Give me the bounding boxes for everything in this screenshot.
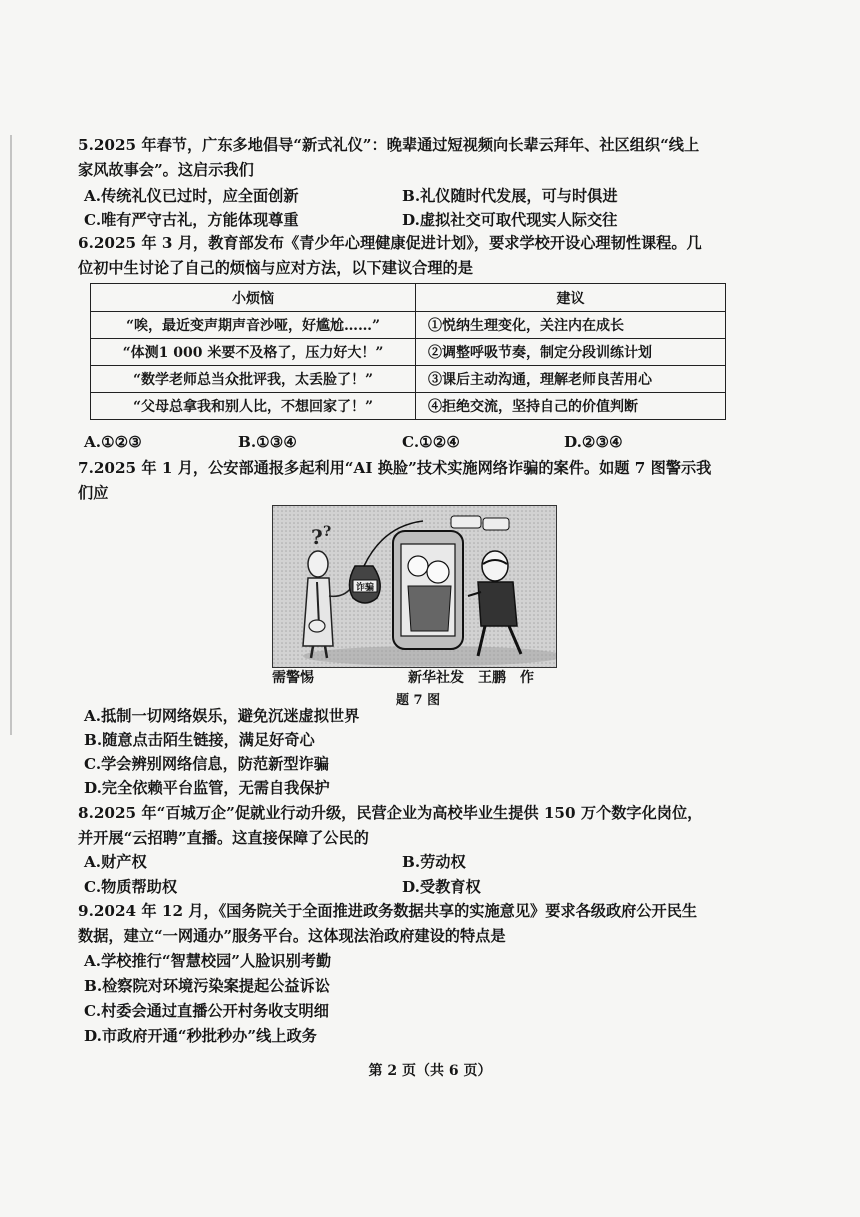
question-9-option-c: C.村委会通过直播公开村务收支明细 [84,1002,329,1020]
question-6-stem [78,231,718,281]
table-cell-advice: ②调整呼吸节奏，制定分段训练计划 [416,339,726,366]
table-header-row [91,284,726,312]
question-7-line-1: 7.2025 年 1 月，公安部通报多起利用“AI 换脸”技术实施网络诈骗的案件。如题 7 图警示我 [78,459,712,477]
question-6-line-1: 6.2025 年 3 月，教育部发布《青少年心理健康促进计划》，要求学校开设心理韧性课程。几 [78,234,702,252]
svg-text:?: ? [311,525,323,549]
cartoon-figure [272,505,557,668]
question-6-line-2: 位初中生讨论了自己的烦恼与应对方法，以下建议合理的是 [78,259,473,277]
question-8-option-d: D.受教育权 [402,878,481,896]
table-cell-worry: “父母总拿我和别人比，不想回家了！” [91,393,416,420]
question-6-option-d: D.②③④ [564,433,623,451]
question-8-option-b: B.劳动权 [402,853,466,871]
question-6-table [90,283,726,420]
question-9-option-b: B.检察院对环境污染案提起公益诉讼 [84,977,330,995]
question-8-line-2: 并开展“云招聘”直播。这直接保障了公民的 [78,829,369,847]
svg-text:?: ? [323,524,332,540]
table-cell-worry: “唉，最近变声期声音沙哑，好尴尬……” [91,312,416,339]
question-8-option-a: A.财产权 [84,853,147,871]
figure-label: 题 7 图 [396,693,441,708]
question-5-line-2: 家风故事会”。这启示我们 [78,161,254,179]
fraud-bag-label: 诈骗 [356,583,375,593]
question-5-option-d: D.虚拟社交可取代现实人际交往 [402,211,618,229]
question-7-stem [78,456,718,506]
cartoon-credit: 新华社发 王鹏 作 [408,670,534,686]
question-8-line-1: 8.2025 年“百城万企”促就业行动升级，民营企业为高校毕业生提供 150 万个数字化岗位， [78,804,703,822]
question-7-option-b: B.随意点击陌生链接，满足好奇心 [84,731,315,749]
table-row [91,366,726,393]
question-9-line-1: 9.2024 年 12 月，《国务院关于全面推进政务数据共享的实施意见》要求各级政府公开民生 [78,902,698,920]
question-5-line-1: 5.2025 年春节，广东多地倡导“新式礼仪”：晚辈通过短视频向长辈云拜年、社区组织“线上 [78,136,700,154]
table-header-worry: 小烦恼 [91,284,416,312]
table-cell-worry: “数学老师总当众批评我，太丢脸了！” [91,366,416,393]
question-8-option-c: C.物质帮助权 [84,878,178,896]
table-row [91,339,726,366]
question-9-option-a: A.学校推行“智慧校园”人脸识别考勤 [84,952,332,970]
table-header-advice: 建议 [416,284,726,312]
question-6-option-b: B.①③④ [238,433,297,451]
table-cell-advice: ③课后主动沟通，理解老师良苦用心 [416,366,726,393]
table-cell-worry: “体测1 000 米要不及格了，压力好大！” [91,339,416,366]
table-cell-advice: ①悦纳生理变化，关注内在成长 [416,312,726,339]
question-6-option-c: C.①②④ [402,433,460,451]
cartoon-title: 需警惕 [272,670,314,686]
table-cell-advice: ④拒绝交流，坚持自己的价值判断 [416,393,726,420]
question-7-option-d: D.完全依赖平台监管，无需自我保护 [84,779,330,797]
question-5-stem [78,133,718,183]
question-9-line-2: 数据，建立“一网通办”服务平台。这体现法治政府建设的特点是 [78,927,506,945]
table-row [91,312,726,339]
question-9-stem [78,899,718,949]
question-5-option-c: C.唯有严守古礼，方能体现尊重 [84,211,299,229]
question-5-option-a: A.传统礼仪已过时，应全面创新 [84,187,299,205]
table-row [91,393,726,420]
page-number-footer: 第 2 页（共 6 页） [368,1063,492,1079]
phone-icon [393,531,463,649]
question-7-option-a: A.抵制一切网络娱乐，避免沉迷虚拟世界 [84,707,360,725]
question-7-line-2: 们应 [78,484,109,502]
question-8-stem [78,801,718,851]
question-7-option-c: C.学会辨别网络信息，防范新型诈骗 [84,755,329,773]
scan-edge-line [10,135,12,735]
cartoon-illustration [273,506,556,667]
question-9-option-d: D.市政府开通“秒批秒办”线上政务 [84,1027,317,1045]
question-5-option-b: B.礼仪随时代发展，可与时俱进 [402,187,618,205]
question-6-option-a: A.①②③ [84,433,142,451]
